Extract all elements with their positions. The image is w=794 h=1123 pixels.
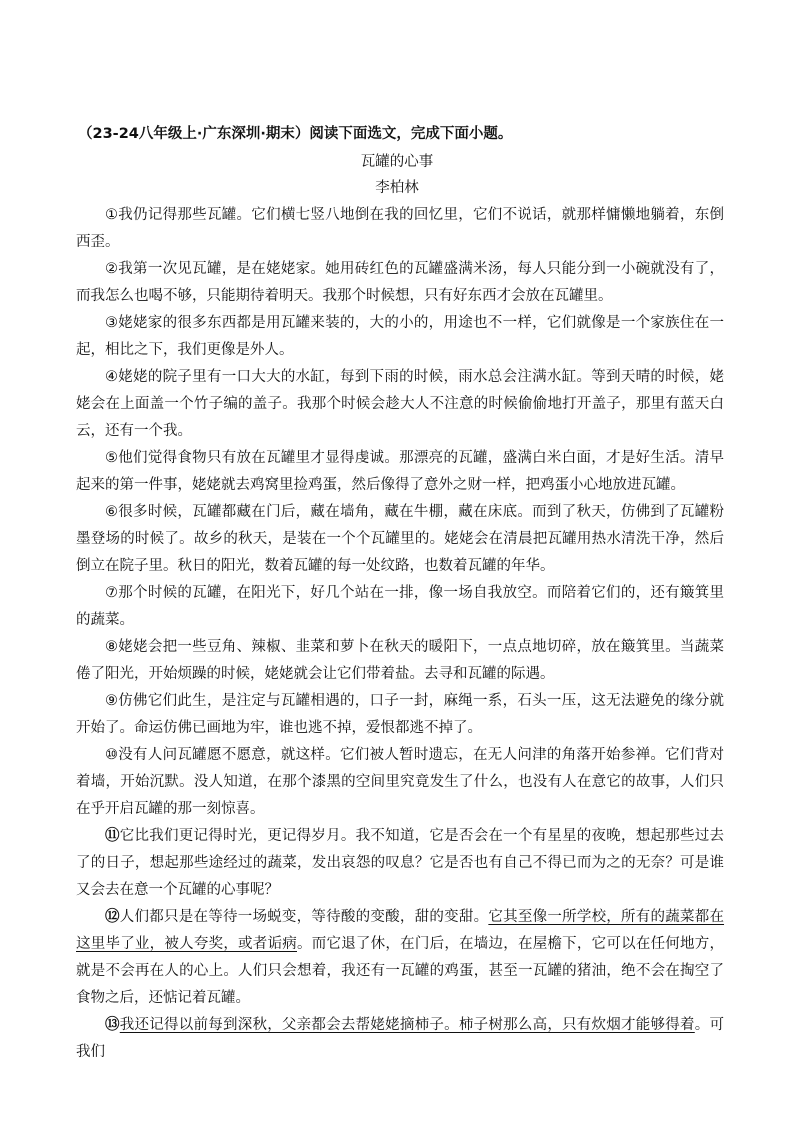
essay-title: 瓦罐的心事 (360, 154, 434, 170)
paragraph-text: 。而它退了休，在门后，在墙边，在屋檐下，它可以在任何地方，就是不会再在人的心上。人们只会想着，我还有一瓦罐的鸡蛋，甚至一瓦罐的猪油，绝不会在掏空了食物之后，还惦记着瓦罐。 (76, 936, 725, 1006)
paragraph-number: ⑬ (105, 1017, 120, 1033)
paragraph-text: 人们都只是在等待一场蜕变，等待酸的变酸，甜的变甜。 (119, 909, 489, 925)
paragraph-number: ⑫ (105, 909, 120, 925)
paragraph-text: 它比我们更记得时光，更记得岁月。我不知道，它是否会在一个有星星的夜晚，想起那些过去了的日子，想起那些途经过的蔬菜，发出哀怨的叹息？它是否也有自己不得已而为之的无奈？可是谁又会去在意一个瓦罐的心事呢？ (76, 828, 725, 898)
paragraph-2: ②我第一次见瓦罐，是在姥姥家。她用砖红色的瓦罐盛满米汤，每人只能分到一小碗就没有了，而我怎么也喝不够，只能期待着明天。我那个时候想，只有好东西才会放在瓦罐里。 (76, 261, 724, 304)
paragraph-7: ⑦那个时候的瓦罐，在阳光下，好几个站在一排，像一场自我放空。而陪着它们的，还有簸箕里的蔬菜。 (76, 585, 724, 628)
paragraph-11 (76, 823, 724, 904)
essay-author: 李柏林 (375, 180, 419, 196)
paragraph-12 (76, 904, 724, 1012)
paragraph-9: ⑨仿佛它们此生，是注定与瓦罐相遇的，口子一封，麻绳一系，石头一压，这无法避免的缘分就开始了。命运仿佛已画地为牢，谁也逃不掉，爱恨都逃不掉了。 (76, 693, 724, 736)
paragraph-text: 。可我们 (76, 1017, 725, 1060)
paragraph-6: ⑥很多时候，瓦罐都藏在门后，藏在墙角，藏在牛棚，藏在床底。而到了秋天，仿佛到了瓦罐粉墨登场的时候了。故乡的秋天，是装在一个个瓦罐里的。姥姥会在清晨把瓦罐用热水清洗干净，然后倒立在院子里。秋日的阳光，数着瓦罐的每一处纹路，也数着瓦罐的年华。 (76, 504, 724, 574)
paragraph-5: ⑤他们觉得食物只有放在瓦罐里才显得虔诚。那漂亮的瓦罐，盛满白米白面，才是好生活。清早起来的第一件事，姥姥就去鸡窝里捡鸡蛋，然后像得了意外之财一样，把鸡蛋小心地放进瓦罐。 (76, 450, 724, 493)
paragraph-13 (76, 1012, 724, 1066)
paragraph-number: ⑪ (105, 828, 120, 844)
underlined-sentence: 它其至像一所学校，所有的蔬菜都在这里毕了业，被人夸奖，或者诟病 (76, 909, 725, 952)
paragraph-10: ⑩没有人问瓦罐愿不愿意，就这样。它们被人暂时遗忘，在无人问津的角落开始参禅。它们背对着墙，开始沉默。没人知道，在那个漆黑的空间里究竟发生了什么，也没有人在意它的故事，人们只在乎开启瓦罐的那一刻惊喜。 (76, 747, 724, 817)
question-header: （23-24八年级上·广东深圳·期末）阅读下面选文，完成下面小题。 (78, 126, 513, 142)
paragraph-8: ⑧姥姥会把一些豆角、辣椒、韭菜和萝卜在秋天的暖阳下，一点点地切碎，放在簸箕里。当蔬菜倦了阳光，开始烦躁的时候，姥姥就会让它们带着盐。去寻和瓦罐的际遇。 (76, 639, 724, 682)
paragraph-1: ①我仍记得那些瓦罐。它们横七竖八地倒在我的回忆里，它们不说话，就那样慵懒地躺着，东倒西歪。 (76, 207, 724, 250)
paragraph-3: ③姥姥家的很多东西都是用瓦罐来装的，大的小的，用途也不一样，它们就像是一个家族住在一起，相比之下，我们更像是外人。 (76, 315, 724, 358)
essay-body (76, 202, 724, 1066)
paragraph-4: ④姥姥的院子里有一口大大的水缸，每到下雨的时候，雨水总会注满水缸。等到天晴的时候，姥姥会在上面盖一个竹子编的盖子。我那个时候会趁大人不注意的时候偷偷地打开盖子，那里有蓝天白云，还有一个我。 (76, 369, 724, 439)
underlined-sentence: 我还记得以前每到深秋，父亲都会去帮姥姥摘柿子。柿子树那么高，只有炊烟才能够得着 (119, 1017, 695, 1033)
